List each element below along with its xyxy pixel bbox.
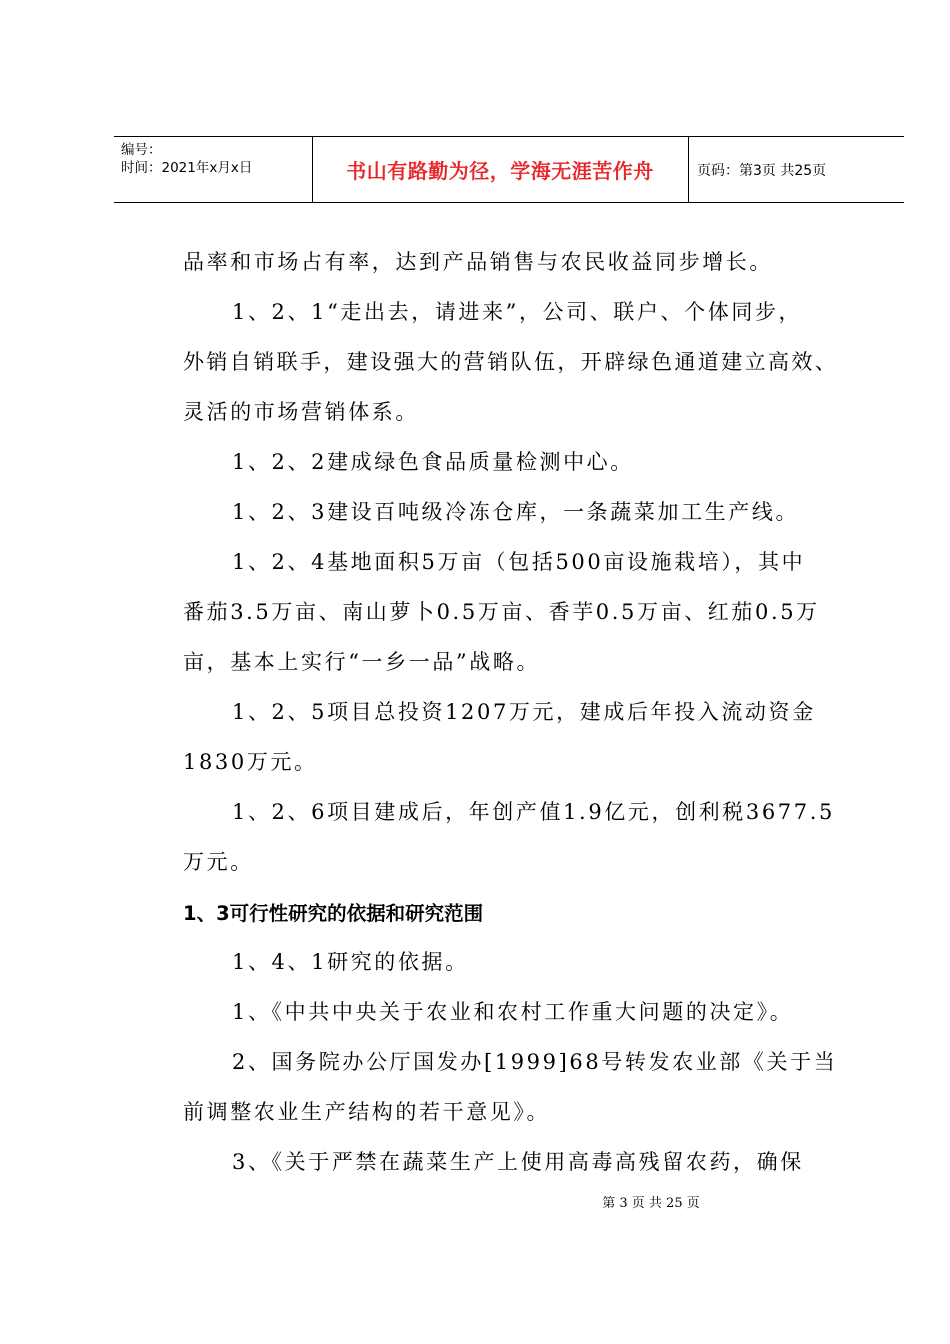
body-line: 1、2、4基地面积5万亩（包括500亩设施栽培），其中: [232, 550, 806, 574]
body-line: 2、国务院办公厅国发办[1999]68号转发农业部《关于当: [232, 1050, 838, 1074]
body-line: 品率和市场占有率，达到产品销售与农民收益同步增长。: [183, 250, 773, 274]
body-line: 番茄3.5万亩、南山萝卜0.5万亩、香芋0.5万亩、红茄0.5万: [183, 600, 820, 624]
body-line: 1、《中共中央关于农业和农村工作重大问题的决定》。: [232, 1000, 794, 1024]
page-footer: [0, 1192, 950, 1211]
body-line: 1、4、1研究的依据。: [232, 950, 469, 974]
header-motto: 书山有路勤为径，学海无涯苦作舟: [346, 159, 654, 183]
body-line: 1、2、6项目建成后，年创产值1.9亿元，创利税3677.5: [232, 800, 835, 824]
time-label: 时间：2021年x月x日: [121, 160, 253, 176]
section-heading: 1、3可行性研究的依据和研究范围: [183, 902, 484, 925]
body-line: 3、《关于严禁在蔬菜生产上使用高毒高残留农药，确保: [232, 1150, 804, 1174]
header-meta: [114, 137, 312, 202]
body-line: 外销自销联手，建设强大的营销队伍，开辟绿色通道建立高效、: [183, 350, 839, 374]
body-line: 灵活的市场营销体系。: [183, 400, 419, 424]
document-header: [114, 136, 904, 203]
body-line: 亩，基本上实行“一乡一品”战略。: [183, 650, 541, 674]
body-line: 1830万元。: [183, 750, 318, 774]
serial-label: 编号：: [121, 142, 162, 158]
body-line: 万元。: [183, 850, 254, 874]
header-divider: [688, 137, 689, 202]
body-line: 1、2、2建成绿色食品质量检测中心。: [232, 450, 634, 474]
body-line: 1、2、1“走出去，请进来”，公司、联户、个体同步，: [232, 300, 803, 324]
footer-page-number: 第 3 页 共 25 页: [602, 1196, 700, 1211]
header-page-info: 页码：第3页 共25页: [697, 162, 827, 179]
body-line: 1、2、3建设百吨级冷冻仓库，一条蔬菜加工生产线。: [232, 500, 800, 524]
body-line: 前调整农业生产结构的若干意见》。: [183, 1100, 551, 1124]
body-line: 1、2、5项目总投资1207万元，建成后年投入流动资金: [232, 700, 816, 724]
